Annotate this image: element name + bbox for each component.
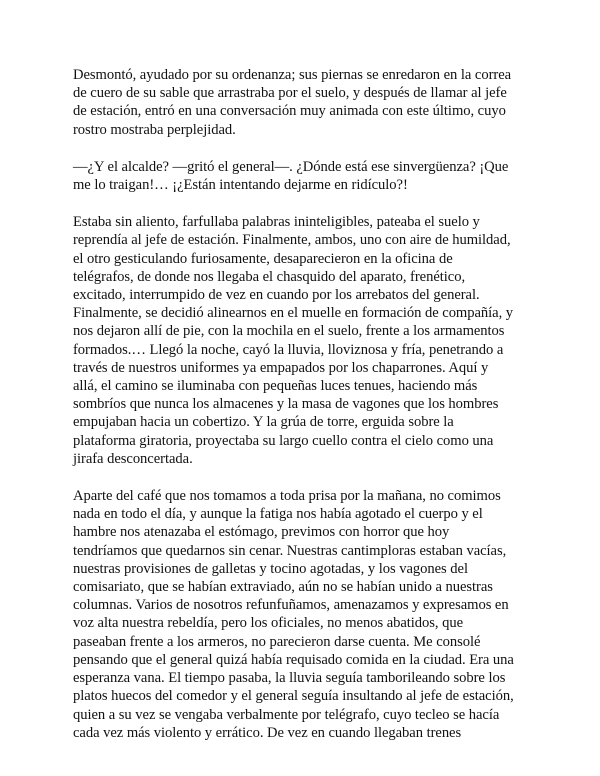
text-line: comisariato, que se habían extraviado, aún no se habían unido a nuestras <box>73 579 493 596</box>
text-line: tendríamos que quedarnos sin cenar. Nuestras cantimploras estaban vacías, <box>73 542 507 559</box>
paragraph-1 <box>73 66 533 139</box>
text-line: el otro gesticulando furiosamente, desaparecieron en la oficina de <box>73 250 453 267</box>
text-line: platos huecos del comedor y el general seguía insultando al jefe de estación, <box>73 688 514 705</box>
text-line: allá, el camino se iluminaba con pequeñas luces tenues, haciendo más <box>73 378 478 395</box>
text-line: excitado, interrumpido de vez en cuando por los arrebatos del general. <box>73 287 480 304</box>
document-body <box>73 66 533 742</box>
text-line: través de nuestros uniformes ya empapados por los chaparrones. Aquí y <box>73 359 489 376</box>
paragraph-4 <box>73 487 533 742</box>
text-line: —¿Y el alcalde? —gritó el general—. ¿Dónde está ese sinvergüenza? ¡Que <box>73 158 509 175</box>
text-line: nuestras provisiones de galletas y tocino agotadas, y los vagones del <box>73 560 468 577</box>
text-line: columnas. Varios de nosotros refunfuñamos, amenazamos y expresamos en <box>73 597 509 614</box>
text-line: de estación, entró en una conversación muy animada con este último, cuyo <box>73 103 506 120</box>
text-line: esperanza vana. El tiempo pasaba, la lluvia seguía tamborileando sobre los <box>73 670 506 687</box>
text-line: paseaban frente a los armeros, no parecieron darse cuenta. Me consolé <box>73 633 481 650</box>
text-line: Aparte del café que nos tomamos a toda prisa por la mañana, no comimos <box>73 488 501 505</box>
text-line: sombríos que nunca los almacenes y la masa de vagones que los hombres <box>73 396 499 413</box>
text-line: me lo traigan!… ¡¿Están intentando dejarme en ridículo?! <box>73 177 408 194</box>
text-line: cada vez más violento y errático. De vez en cuando llegaban trenes <box>73 724 462 741</box>
text-line: hambre nos atenazaba el estómago, previmos con horror que hoy <box>73 524 450 541</box>
text-line: de cuero de su sable que arrastraba por el suelo, y después de llamar al jefe <box>73 85 507 102</box>
paragraph-3 <box>73 213 533 468</box>
text-line: nada en todo el día, y aunque la fatiga nos había agotado el cuerpo y el <box>73 506 483 523</box>
text-line: empujaban hacia un cobertizo. Y la grúa de torre, erguida sobre la <box>73 414 454 431</box>
text-line: Desmontó, ayudado por su ordenanza; sus piernas se enredaron en la correa <box>73 67 512 83</box>
text-line: Finalmente, se decidió alinearnos en el muelle en formación de compañía, y <box>73 305 514 322</box>
text-line: reprendía al jefe de estación. Finalmente, ambos, uno con aire de humildad, <box>73 232 511 249</box>
text-line: voz alta nuestra rebeldía, pero los oficiales, no menos abatidos, que <box>73 615 464 632</box>
text-line: pensando que el general quizá había requisado comida en la ciudad. Era una <box>73 651 514 668</box>
text-line: jirafa desconcertada. <box>73 450 193 467</box>
text-line: formados.… Llegó la noche, cayó la lluvia, lloviznosa y fría, penetrando a <box>73 341 504 358</box>
text-line: rostro mostraba perplejidad. <box>73 121 236 138</box>
text-line: quien a su vez se vengaba verbalmente por telégrafo, cuyo tecleo se hacía <box>73 706 500 723</box>
text-line: telégrafos, de donde nos llegaba el chasquido del aparato, frenético, <box>73 268 466 285</box>
text-line: Estaba sin aliento, farfullaba palabras ininteligibles, pateaba el suelo y <box>73 214 480 231</box>
paragraph-2 <box>73 158 533 194</box>
text-line: nos dejaron allí de pie, con la mochila en el suelo, frente a los armamentos <box>73 323 505 340</box>
text-line: plataforma giratoria, proyectaba su largo cuello contra el cielo como una <box>73 432 494 449</box>
